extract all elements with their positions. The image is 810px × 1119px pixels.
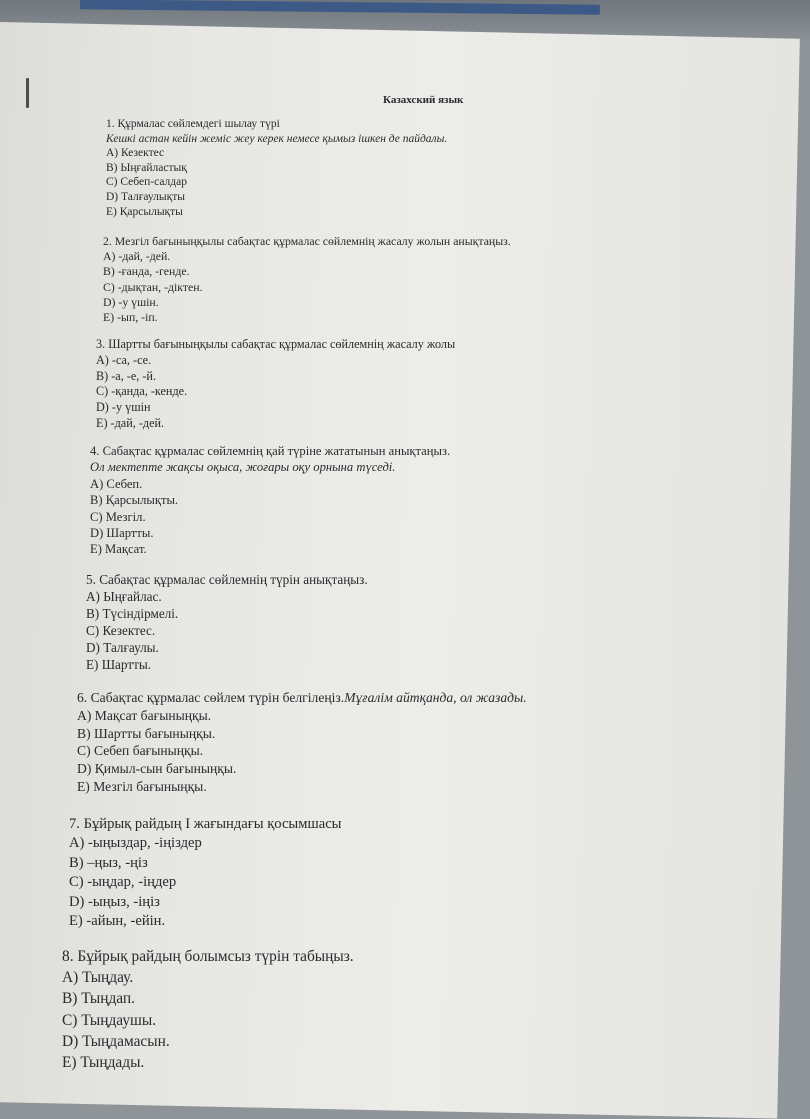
question-1	[106, 117, 447, 219]
margin-mark	[26, 78, 29, 108]
option-c: C) Себеп бағыныңқы.	[77, 743, 204, 759]
option-b: B) Түсіндірмелі.	[86, 606, 179, 621]
option-d: D) Талғаулы.	[86, 640, 159, 655]
option-b: B) Тыңдап.	[62, 990, 135, 1008]
option-d: D) Қимыл-сын бағыныңқы.	[77, 761, 237, 777]
option-c: C) -ыңдар, -іңдер	[69, 874, 177, 891]
option-d: D) -ыңыз, -іңіз	[69, 893, 160, 910]
option-e: E) Тыңдады.	[62, 1054, 145, 1072]
option-c: C) Тыңдаушы.	[62, 1011, 157, 1029]
question-4	[90, 443, 450, 558]
option-c: C) Кезектес.	[86, 623, 156, 638]
option-e: E) Қарсылықты	[106, 205, 183, 218]
option-a: A) Кезектес	[106, 147, 165, 160]
option-b: B) -ғанда, -генде.	[103, 264, 190, 279]
option-e: E) Мақсат.	[90, 542, 147, 557]
question-text: 5. Сабақтас құрмалас сөйлемнің түрін анықтаңыз.	[86, 572, 368, 587]
question-text: 4. Сабақтас құрмалас сөйлемнің қай түріне жататынын анықтаңыз.	[90, 444, 451, 458]
question-3	[96, 337, 455, 432]
question-example: Мұғалім айтқанда, ол жазады.	[344, 690, 527, 705]
question-text: 7. Бұйрық райдың І жағындағы қосымшасы	[69, 816, 342, 832]
option-b: B) –ңыз, -ңіз	[69, 854, 148, 871]
option-a: A) Тыңдау.	[62, 969, 134, 987]
option-b: B) Шартты бағыныңқы.	[77, 725, 216, 741]
question-text: 2. Мезгіл бағыныңқылы сабақтас құрмалас сөйлемнің жасалу жолын анықтаңыз.	[103, 234, 511, 248]
option-e: E) Мезгіл бағыныңқы.	[77, 778, 207, 794]
option-b: B) -а, -е, -й.	[96, 368, 156, 383]
question-text: 3. Шартты бағыныңқылы сабақтас құрмалас сөйлемнің жасалу жолы	[96, 337, 456, 351]
page-title: Казахский язык	[383, 94, 464, 106]
question-5	[86, 571, 368, 673]
option-a: A) Себеп.	[90, 476, 143, 491]
option-d: D) Шартты.	[90, 526, 154, 541]
question-2	[103, 234, 511, 325]
question-6	[77, 689, 527, 796]
option-a: A) -дай, -дей.	[103, 249, 171, 264]
option-d: D) Тыңдамасын.	[62, 1032, 170, 1050]
option-c: C) Мезгіл.	[90, 509, 146, 524]
option-d: D) -у үшін.	[103, 294, 159, 309]
option-e: E) Шартты.	[86, 657, 152, 672]
option-a: A) -са, -се.	[96, 352, 152, 367]
question-text: 8. Бұйрық райдың болымсыз түрін табыңыз.	[62, 948, 354, 965]
option-d: D) -у үшін	[96, 400, 151, 415]
option-c: C) Себеп-салдар	[106, 176, 187, 189]
option-c: C) -дықтан, -діктен.	[103, 279, 203, 294]
option-a: A) -ыңыздар, -іңіздер	[69, 835, 202, 852]
question-8	[62, 946, 354, 1073]
option-a: A) Мақсат бағыныңқы.	[77, 707, 212, 723]
option-e: E) -дай, -дей.	[96, 415, 165, 430]
question-example: Кешкі астан кейін жеміс жеу керек немесе қымыз ішкен де пайдалы.	[106, 132, 448, 145]
option-c: C) -қанда, -кенде.	[96, 384, 188, 399]
question-7	[69, 815, 341, 931]
option-d: D) Талғаулықты	[106, 190, 185, 203]
option-b: B) Қарсылықты.	[90, 493, 179, 508]
question-example: Ол мектепте жақсы оқыса, жоғары оқу орнына түседі.	[90, 460, 396, 475]
option-e: E) -ып, -іп.	[103, 310, 158, 325]
option-e: E) -айын, -ейін.	[69, 913, 166, 930]
option-b: B) Ыңғайластық	[106, 161, 187, 174]
option-a: A) Ыңғайлас.	[86, 589, 162, 604]
question-text: 6. Сабақтас құрмалас сөйлем түрін белгілеңіз.	[77, 690, 345, 705]
question-text: 1. Құрмалас сөйлемдегі шылау түрі	[106, 118, 280, 130]
